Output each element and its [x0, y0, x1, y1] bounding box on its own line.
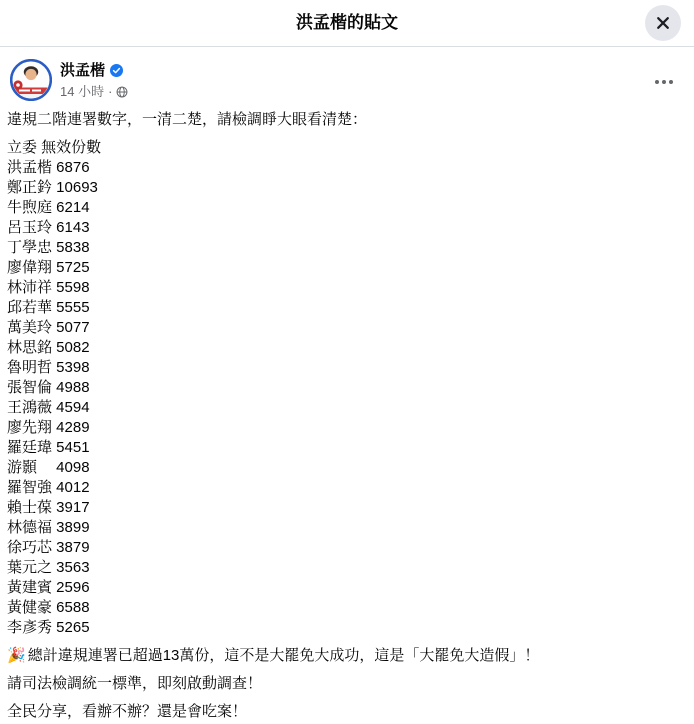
- close-icon: [653, 13, 673, 33]
- globe-icon: [116, 86, 128, 98]
- signature-row: 徐巧芯 3879: [7, 539, 90, 556]
- verified-badge-icon: [110, 64, 123, 77]
- signature-list: [7, 138, 678, 638]
- signature-row: 鄭正鈐 10693: [7, 179, 98, 196]
- signature-rows: [7, 158, 678, 638]
- signature-row: 羅廷瑋 5451: [7, 439, 90, 456]
- signature-row: 賴士葆 3917: [7, 499, 90, 516]
- ellipsis-icon: [654, 79, 674, 85]
- signature-row: 羅智強 4012: [7, 479, 90, 496]
- more-options-button[interactable]: [650, 75, 678, 89]
- post-body: [0, 101, 694, 722]
- signature-row: 王鴻薇 4594: [7, 399, 90, 416]
- post-header: [0, 47, 694, 101]
- signature-row: 黃健豪 6588: [7, 599, 90, 616]
- post-call-to-action: 請司法檢調統一標準，即刻啟動調查！: [7, 675, 263, 692]
- signature-row: 牛煦庭 6214: [7, 199, 90, 216]
- signature-row: 丁學忠 5838: [7, 239, 90, 256]
- signature-row: 游顥 4098: [7, 459, 90, 476]
- signature-row: 張智倫 4988: [7, 379, 90, 396]
- signature-row: 呂玉玲 6143: [7, 219, 90, 236]
- dialog-header: [0, 0, 694, 47]
- signature-row: 黃建賓 2596: [7, 579, 90, 596]
- signature-row: 洪孟楷 6876: [7, 159, 90, 176]
- signature-row: 廖偉翔 5725: [7, 259, 90, 276]
- close-button[interactable]: [645, 5, 681, 41]
- author-name[interactable]: 洪孟楷: [60, 62, 106, 79]
- post-intro: 違規二階連署數字，一清二楚，請檢調睜大眼看清楚：: [7, 111, 368, 128]
- signature-row: 葉元之 3563: [7, 559, 90, 576]
- signature-row: 邱若華 5555: [7, 299, 90, 316]
- meta-separator: ·: [108, 84, 113, 99]
- avatar[interactable]: [10, 59, 52, 101]
- post-summary: 🎉 總計違規連署已超過13萬份，這不是大罷免大成功，這是「大罷免大造假」！: [7, 647, 540, 664]
- signature-row: 廖先翔 4289: [7, 419, 90, 436]
- signature-row: 林思銘 5082: [7, 339, 90, 356]
- page-title: 洪孟楷的貼文: [296, 13, 398, 32]
- post-timestamp[interactable]: 14 小時: [60, 84, 105, 99]
- signature-row: 林德福 3899: [7, 519, 90, 536]
- post-closing: 全民分享，看辦不辦？還是會吃案！: [7, 703, 248, 720]
- signature-row: 魯明哲 5398: [7, 359, 90, 376]
- signature-row: 萬美玲 5077: [7, 319, 90, 336]
- signature-row: 林沛祥 5598: [7, 279, 90, 296]
- signature-list-header: 立委 無效份數: [7, 139, 102, 156]
- party-popper-emoji: 🎉: [7, 647, 26, 664]
- signature-row: 李彥秀 5265: [7, 619, 90, 636]
- author-block: [60, 59, 128, 100]
